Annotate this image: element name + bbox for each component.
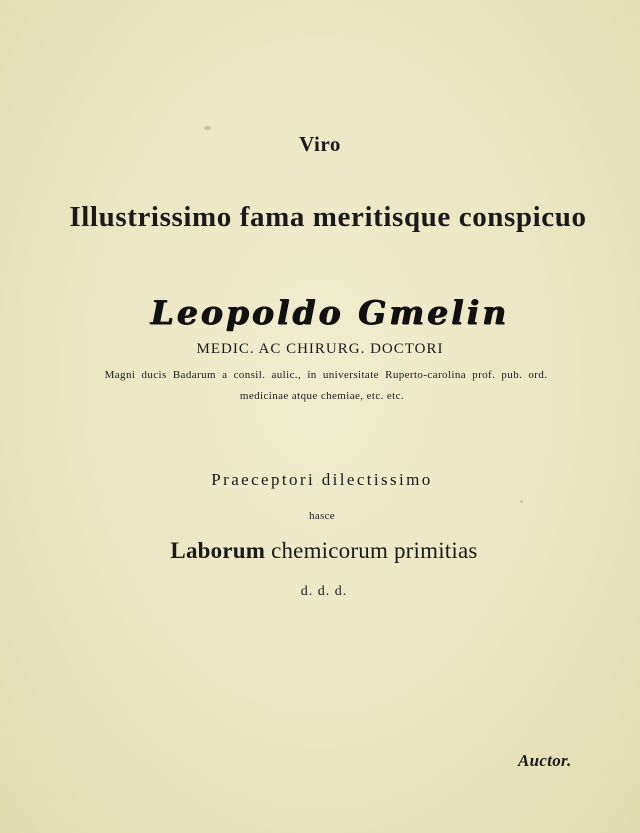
dedication-formula: d. d. d. (300, 584, 348, 599)
work-title-first-word: Laborum (170, 538, 266, 563)
honoree-titles-line-1: Magni ducis Badarum a consil. aulic., in universitate Ruperto-carolina prof. pub. ord. (104, 369, 548, 381)
work-title-rest: chemicorum primitias (265, 538, 478, 563)
honoree-degree: MEDIC. AC CHIRURG. DOCTORI (196, 341, 444, 357)
work-title (4, 538, 640, 564)
teacher-dedication: Praeceptori dilectissimo (211, 470, 433, 489)
paper-speck (204, 126, 211, 130)
author-signature: Auctor. (518, 751, 572, 770)
hasce-word: hasce (309, 510, 335, 522)
dedication-heading: Viro (299, 132, 341, 156)
paper-speck (520, 500, 523, 503)
honorific-title: Illustrissimo fama meritisque conspicuo (69, 201, 587, 233)
honoree-titles-line-2: medicinae atque chemiae, etc. etc. (239, 390, 405, 402)
honoree-name: Leopoldo Gmelin (150, 293, 510, 332)
